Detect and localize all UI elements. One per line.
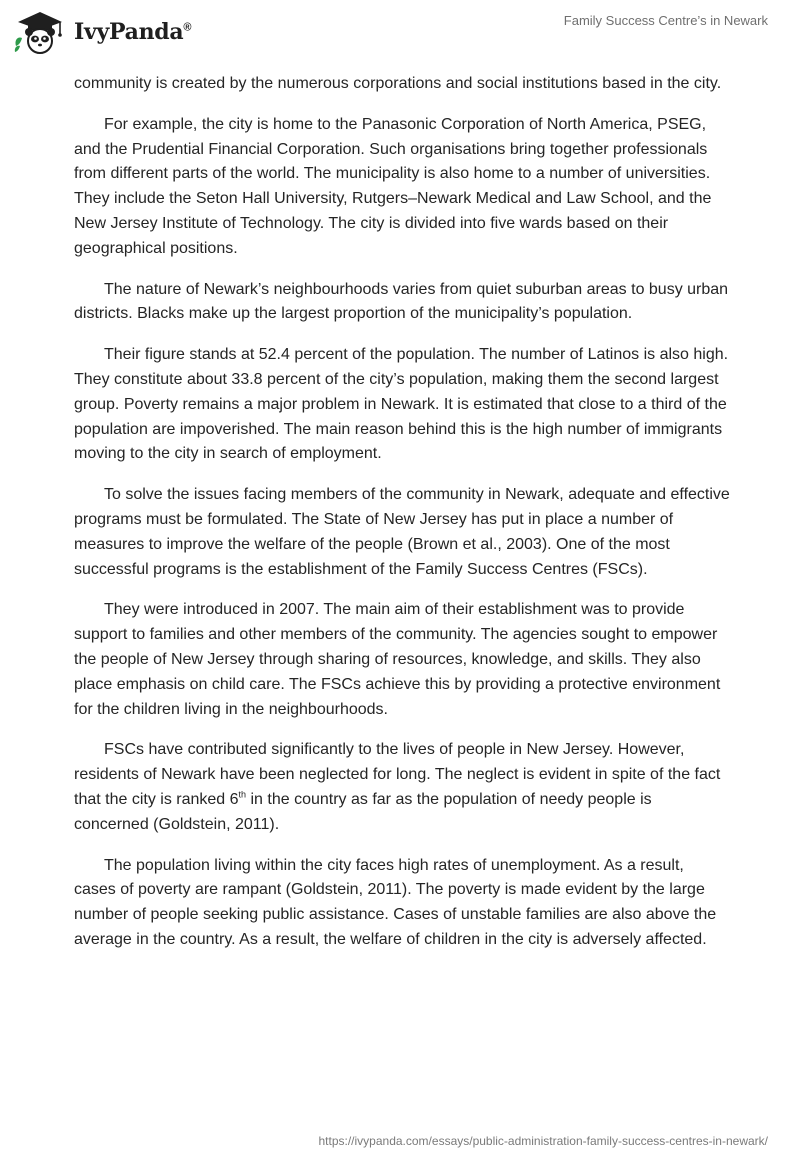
- paragraph-0: community is created by the numerous corporations and social institutions based in the city.: [74, 75, 722, 92]
- paragraph-6-text-a: FSCs have contributed significantly to the lives of people in New Jersey. However, residents of Newark have been neglected for long. The neglect is evident in spite of the fact that the city is ranked 6: [74, 741, 721, 808]
- brand-name: IvyPanda®: [74, 19, 192, 45]
- ivypanda-logo[interactable]: [12, 8, 191, 56]
- paragraph-5: They were introduced in 2007. The main aim of their establishment was to provide support to families and other members of the community. The agencies sought to empower the people of New Jersey through sharing of resources, knowledge, and skills. They also place emphasis on child care. The FSCs achieve this by providing a protective environment for the children living in the neighbourhoods.: [74, 601, 721, 718]
- paragraph-2: The nature of Newark’s neighbourhoods varies from quiet suburban areas to busy urban districts. Blacks make up the largest proportion of the municipality’s population.: [74, 280, 729, 323]
- source-url-link[interactable]: https://ivypanda.com/essays/public-administration-family-success-centres-in-newark/: [318, 1134, 768, 1148]
- ordinal-suffix: th: [238, 789, 247, 800]
- panda-graduate-icon: [12, 8, 68, 56]
- page-header: [0, 0, 800, 68]
- running-title: Family Success Centre’s in Newark: [563, 13, 768, 28]
- paragraph-6-text-b: in the country as far as the population of needy people is concerned (Goldstein, 2011).: [74, 790, 652, 833]
- essay-body: [74, 72, 730, 969]
- registered-mark: ®: [183, 21, 192, 34]
- paragraph-7: The population living within the city faces high rates of unemployment. As a result, cases of poverty are rampant (Goldstein, 2011). The poverty is made evident by the large number of people seeking public assistance. Cases of unstable families are also above the average in the country. As a result, the welfare of children in the city is adversely affected.: [74, 856, 717, 948]
- paragraph-3: Their figure stands at 52.4 percent of the population. The number of Latinos is also high. They constitute about 33.8 percent of the city’s population, making them the second largest group. Poverty remains a major problem in Newark. It is estimated that close to a third of the population are impoverished. The main reason behind this is the high number of immigrants moving to the city in search of employment.: [74, 346, 729, 463]
- paragraph-6: [74, 738, 730, 837]
- paragraph-1: For example, the city is home to the Panasonic Corporation of North America, PSEG, and the Prudential Financial Corporation. Such organisations bring together professionals from different parts of the world. The municipality is also home to a number of universities. They include the Seton Hall University, Rutgers–Newark Medical and Law School, and the New Jersey Institute of Technology. The city is divided into five wards based on their geographical positions.: [74, 115, 712, 257]
- paragraph-4: To solve the issues facing members of the community in Newark, adequate and effective programs must be formulated. The State of New Jersey has put in place a number of measures to improve the welfare of the people (Brown et al., 2003). One of the most successful programs is the establishment of the Family Success Centres (FSCs).: [74, 486, 730, 578]
